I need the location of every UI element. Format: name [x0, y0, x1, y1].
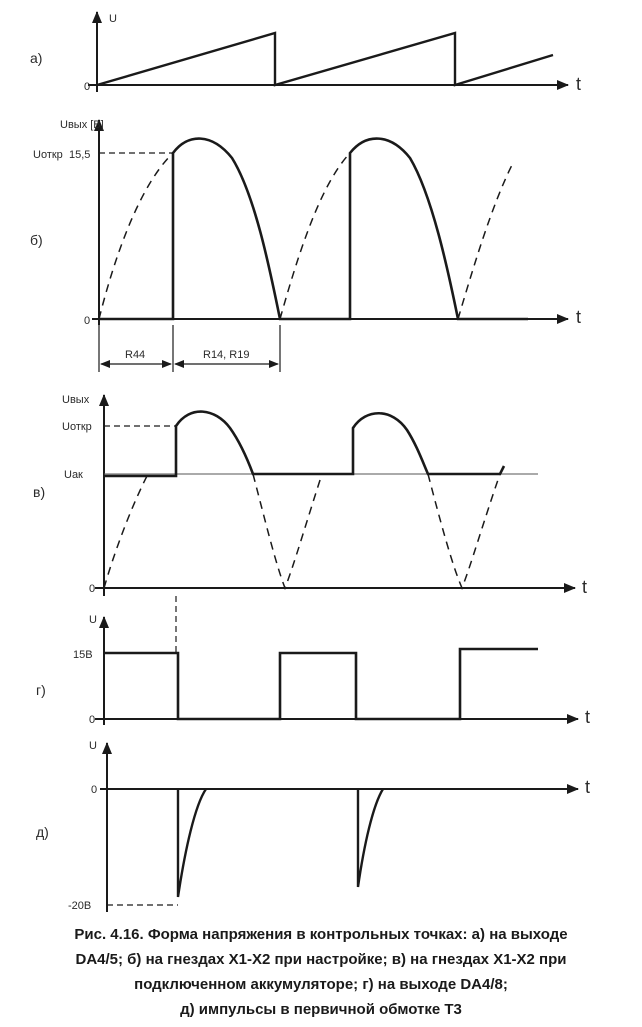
panel-a-label: а) — [30, 50, 43, 66]
panel-v — [33, 394, 587, 652]
panel-v-waveform — [104, 412, 504, 476]
panel-v-label: в) — [33, 484, 46, 500]
panel-v-dashed-rise-1 — [104, 474, 148, 588]
panel-b-dashed-rise-1 — [99, 153, 173, 319]
panel-v-dashed-valley-2 — [428, 474, 500, 588]
panel-a-y-axis-label: U — [109, 13, 117, 25]
panel-b-zero: 0 — [84, 315, 91, 327]
panel-v-y-axis-label: Uвых — [62, 394, 90, 406]
panel-a-t-label: t — [576, 74, 582, 94]
panel-d — [36, 740, 590, 912]
panel-d-label: д) — [36, 824, 49, 840]
panel-a-zero: 0 — [84, 81, 91, 93]
panel-v-dashed-valley-1 — [253, 474, 322, 588]
panel-b-uopen-value: 15,5 — [69, 149, 91, 161]
panel-b-t-label: t — [576, 307, 582, 327]
panel-v-uopen-label: Uоткр — [62, 421, 92, 433]
caption-line-4: д) импульсы в первичной обмотке Т3 — [180, 1001, 462, 1018]
panel-g-square-wave — [104, 649, 538, 719]
panel-d-t-label: t — [585, 777, 591, 797]
panel-d-pulse-2 — [358, 789, 383, 887]
panel-v-ubattery-label: Uак — [64, 469, 83, 481]
panel-g-label: г) — [36, 682, 46, 698]
panel-b-waveform — [99, 139, 528, 319]
panel-d-low-level: -20В — [68, 900, 92, 912]
panel-a — [30, 12, 581, 94]
panel-d-pulse-1 — [178, 789, 206, 897]
panel-b-interval-1-label: R44 — [125, 349, 146, 361]
panel-b-dashed-rise-2 — [280, 153, 350, 319]
panel-b-dashed-rise-3 — [458, 165, 512, 319]
figure-caption — [0, 922, 642, 1022]
panel-v-t-label: t — [582, 577, 588, 597]
panel-g-y-axis-label: U — [89, 614, 97, 626]
panel-g-high-level: 15В — [73, 649, 93, 661]
panel-b-uopen-label: Uоткр — [33, 149, 63, 161]
caption-line-3: подключенном аккумуляторе; г) на выходе DA4/8; — [134, 976, 508, 993]
caption-line-2: DA4/5; б) на гнездах Х1-Х2 при настройке; в) на гнездах Х1-Х2 при — [75, 951, 567, 968]
caption-line-1: Рис. 4.16. Форма напряжения в контрольных точках: а) на выходе — [74, 926, 568, 943]
panel-d-zero: 0 — [91, 784, 98, 796]
panel-a-sawtooth — [97, 33, 553, 85]
panel-b-label: б) — [30, 232, 43, 248]
panel-b-y-axis-label: Uвых [В] — [60, 119, 104, 131]
panel-g — [36, 614, 590, 727]
panel-v-zero: 0 — [89, 583, 96, 595]
panel-d-y-axis-label: U — [89, 740, 97, 752]
panel-b — [30, 119, 581, 372]
panel-g-t-label: t — [585, 707, 591, 727]
panel-g-zero: 0 — [89, 714, 96, 726]
panel-b-interval-2-label: R14, R19 — [203, 349, 250, 361]
